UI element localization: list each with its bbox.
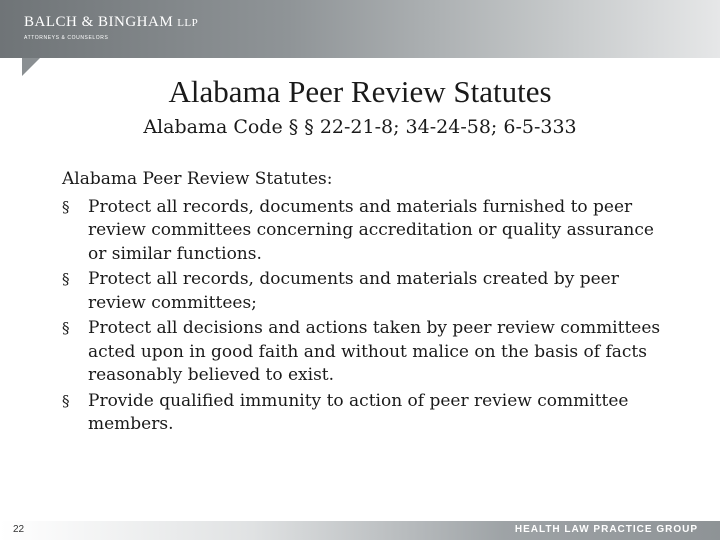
page-number: 22: [13, 524, 25, 535]
bullet-list: [62, 196, 662, 437]
bullet-marker: §: [62, 270, 70, 288]
bullet-marker: §: [62, 197, 70, 216]
footer-practice-group: HEALTH LAW PRACTICE GROUP: [514, 524, 698, 535]
bullet-item: [62, 390, 662, 437]
bullet-item: [62, 268, 662, 315]
bullet-text: Provide qualified immunity to action of peer review committee members.: [88, 390, 629, 434]
slide-subtitle: Alabama Code § § 22-21-8; 34-24-58; 6-5-333: [143, 116, 577, 138]
bullet-item: [62, 196, 662, 267]
bullet-text: Protect all records, documents and materials furnished to peer review committees concerning accreditation or quality assurance or similar functions.: [88, 196, 654, 264]
slide-title: Alabama Peer Review Statutes: [168, 74, 552, 109]
firm-name: BALCH & BINGHAM: [24, 14, 174, 30]
firm-suffix: LLP: [177, 17, 199, 29]
bullet-item: [62, 317, 662, 388]
bullet-marker: §: [62, 319, 70, 337]
intro-text: Alabama Peer Review Statutes:: [62, 169, 333, 189]
firm-tagline: ATTORNEYS & COUNSELORS: [24, 35, 109, 41]
bullet-text: Protect all decisions and actions taken by peer review committees acted upon in good faith and without malice on the basis of facts reasonably believed to exist.: [88, 318, 661, 385]
bullet-marker: §: [62, 391, 70, 410]
slide-content: [62, 168, 662, 439]
firm-logo: [24, 14, 198, 31]
bullet-text: Protect all records, documents and materials created by peer review committees;: [88, 269, 619, 313]
